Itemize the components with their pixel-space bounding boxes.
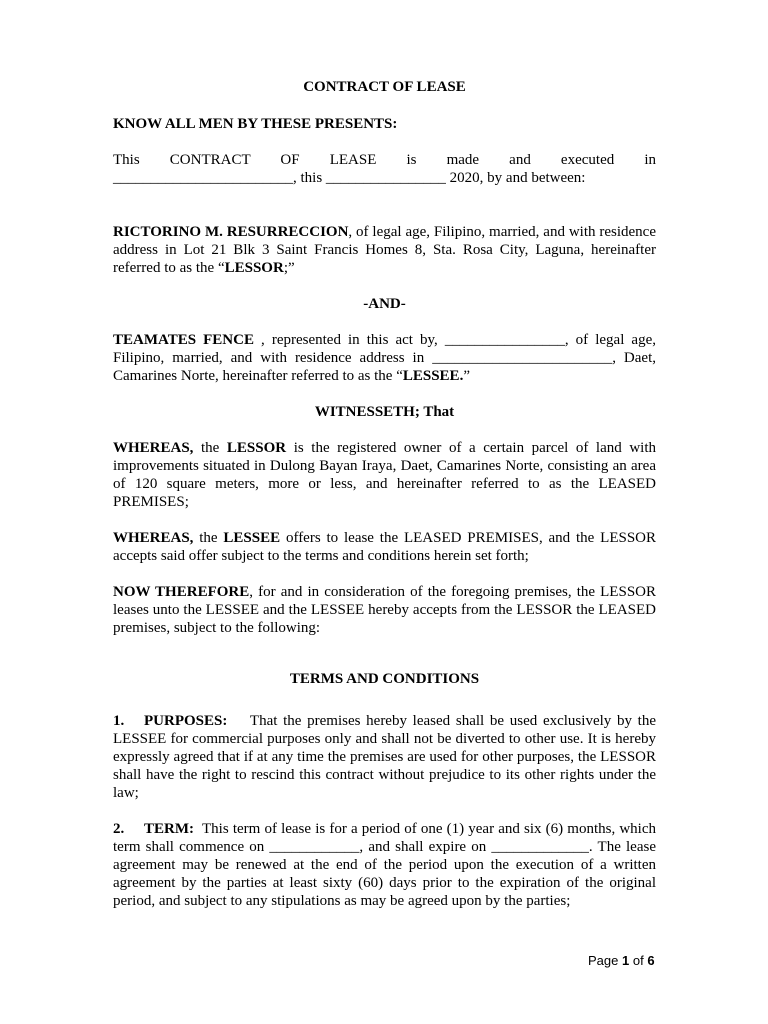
item1-text: That the premises hereby leased shall be used exclusively by the LESSEE for commercial purposes only and shall not be diverted to other use. It is hereby expressly agreed that if at any time the premises are used for other purposes, the LESSOR shall have the right to rescind this contract without prejudice to its other rights under the law;: [113, 713, 657, 801]
whereas2-b: offers to lease the LEASED PREMISES, and the LESSOR accepts said offer subject to the terms and conditions herein set forth;: [113, 530, 657, 564]
lessee-paragraph: [113, 331, 656, 385]
intro-line-2: ________________________, this ________________ 2020, by and between:: [113, 170, 586, 186]
lessor-name: RICTORINO M. RESURRECCION: [113, 224, 349, 240]
terms-and-conditions-heading: TERMS AND CONDITIONS: [289, 671, 480, 687]
now-therefore-text: , for and in consideration of the foregoing premises, the LESSOR leases unto the LESSEE and the LESSEE hereby accepts from the LESSOR the LEASED premises, subject to the following:: [113, 584, 656, 636]
now-therefore-paragraph: [113, 583, 656, 637]
lessee-term: LESSEE.: [402, 368, 464, 384]
whereas1-b: is the registered owner of a certain parcel of land with improvements situated in Dulong Bayan Iraya, Daet, Camarines Norte, consisting an area of 120 square meters, more or less, and hereinafter referred to as the LEASED PREMISES;: [113, 440, 657, 510]
lessee-name: TEAMATES FENCE: [113, 332, 254, 348]
item2-number: 2.: [113, 821, 125, 837]
lessee-text-a: , represented in this act by, ________________, of legal age, Filipino, married, and with residence address in ________________________, Daet, Camarines Norte, hereinafter referred to as the “: [113, 332, 656, 384]
page-total: 6: [647, 953, 655, 968]
know-all-men-heading: KNOW ALL MEN BY THESE PRESENTS:: [113, 116, 398, 132]
lessor-text-a: , of legal age, Filipino, married, and with residence address in Lot 21 Blk 3 Saint Francis Homes 8, Sta. Rosa City, Laguna, hereinafter referred to as the “: [113, 224, 656, 276]
whereas2-a: the: [193, 530, 224, 546]
lessor-term: LESSOR: [224, 260, 284, 276]
page-word: Page: [588, 953, 619, 968]
page-footer: [588, 953, 655, 968]
item2-title: TERM:: [144, 821, 194, 837]
page-current: 1: [622, 953, 630, 968]
whereas1-term: LESSOR: [226, 440, 287, 456]
witnesseth-heading: WITNESSETH; That: [314, 404, 455, 420]
now-therefore-lead: NOW THEREFORE: [113, 584, 250, 600]
whereas1-a: the: [193, 440, 227, 456]
and-separator: -AND-: [363, 296, 406, 312]
whereas2-term: LESSEE: [223, 530, 281, 546]
item1-title: PURPOSES:: [144, 713, 228, 729]
lessor-paragraph: [113, 223, 656, 277]
whereas-paragraph-2: [113, 529, 656, 565]
item2-text: This term of lease is for a period of one (1) year and six (6) months, which term shall commence on ____________, and shall expire on _____________. The lease agreement may be renewed at the end of the period upon the execution of a written agreement by the parties at least sixty (60) days prior to the expiration of the original period, and subject to any stipulations as may be agreed upon by the parties;: [113, 821, 656, 909]
whereas-paragraph-1: [113, 439, 656, 511]
item1-number: 1.: [113, 713, 125, 729]
term-item-2: [113, 820, 656, 910]
document-title: CONTRACT OF LEASE: [303, 79, 466, 95]
lessor-text-b: ;”: [283, 260, 295, 276]
whereas1-lead: WHEREAS,: [113, 440, 194, 456]
lessee-text-b: ”: [463, 368, 470, 384]
term-item-1: [113, 712, 656, 802]
whereas2-lead: WHEREAS,: [113, 530, 194, 546]
intro-line-1: This CONTRACT OF LEASE is made and executed in: [113, 152, 656, 168]
of-word: of: [632, 953, 644, 968]
